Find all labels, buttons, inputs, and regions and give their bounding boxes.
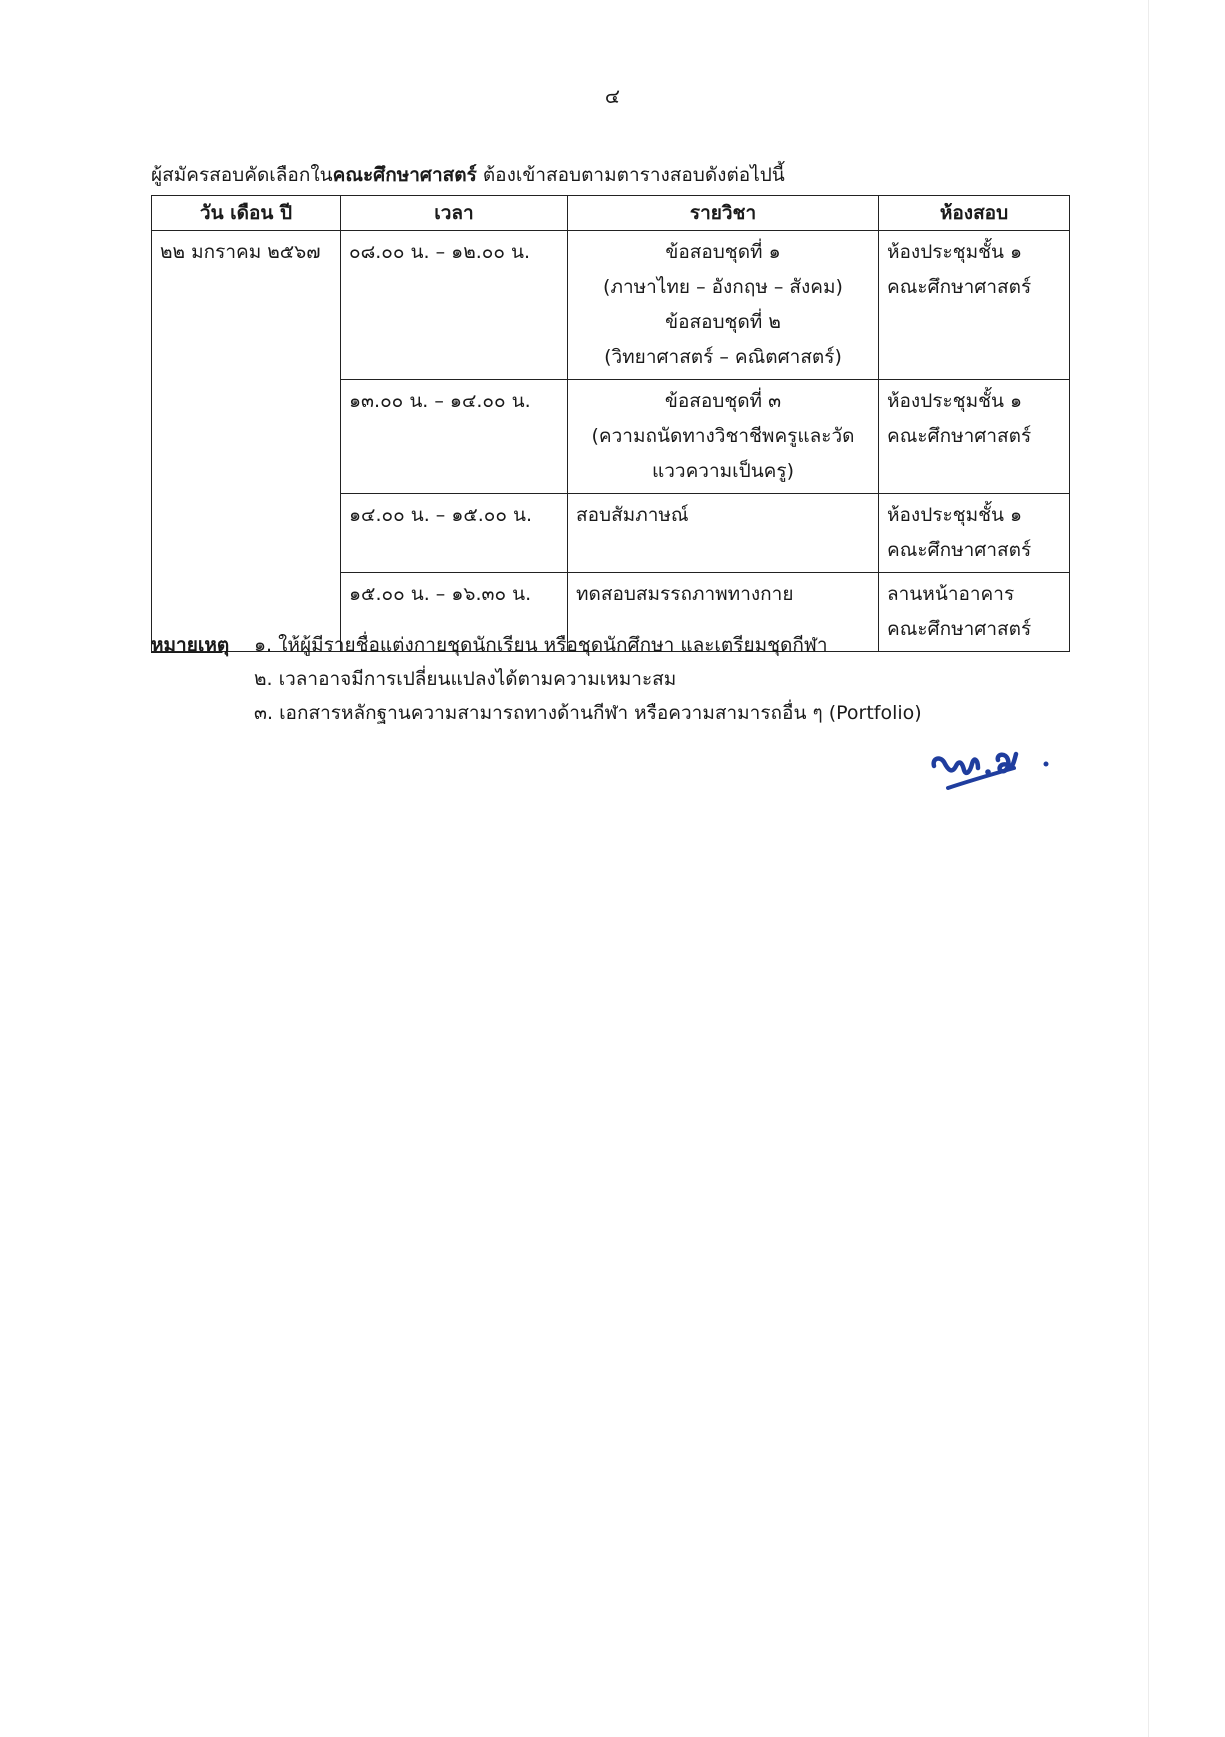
room-cell [879, 494, 1070, 573]
notes-list [254, 628, 922, 730]
header-date: วัน เดือน ปี [152, 196, 341, 231]
scan-edge-line [1148, 0, 1149, 1737]
note-item: ๒. เวลาอาจมีการเปลี่ยนแปลงได้ตามความเหมาะสม [254, 668, 677, 690]
time-text: ๑๓.๐๐ น. – ๑๔.๐๐ น. [349, 390, 531, 412]
trailing-dot [1044, 762, 1049, 767]
subject-line: (ความถนัดทางวิชาชีพครูและวัด [591, 425, 855, 447]
note-item: ๓. เอกสารหลักฐานความสามารถทางด้านกีฬา หรือความสามารถอื่น ๆ (Portfolio) [254, 702, 922, 724]
subject-cell [568, 231, 879, 380]
room-line: คณะศึกษาศาสตร์ [887, 425, 1032, 447]
room-line: คณะศึกษาศาสตร์ [887, 539, 1032, 561]
table-header-row [152, 196, 1070, 231]
time-cell [341, 231, 568, 380]
room-line: ห้องประชุมชั้น ๑ [887, 241, 1023, 263]
header-room: ห้องสอบ [879, 196, 1070, 231]
room-cell [879, 231, 1070, 380]
time-cell [341, 380, 568, 494]
subject-cell [568, 380, 879, 494]
subject-line: (วิทยาศาสตร์ – คณิตศาสตร์) [604, 346, 842, 368]
time-cell [341, 494, 568, 573]
intro-suffix: ต้องเข้าสอบตามตารางสอบดังต่อไปนี้ [476, 164, 785, 186]
room-line: ลานหน้าอาคาร [887, 583, 1015, 605]
time-text: ๑๔.๐๐ น. – ๑๕.๐๐ น. [349, 504, 533, 526]
page-number: ๔ [604, 84, 621, 108]
room-line: ห้องประชุมชั้น ๑ [887, 390, 1023, 412]
subject-line: ข้อสอบชุดที่ ๑ [665, 241, 781, 263]
room-cell [879, 380, 1070, 494]
subject-line: ข้อสอบชุดที่ ๒ [665, 311, 781, 333]
time-text: ๑๕.๐๐ น. – ๑๖.๓๐ น. [349, 583, 532, 605]
header-subject: รายวิชา [568, 196, 879, 231]
intro-faculty: คณะศึกษาศาสตร์ [332, 164, 477, 186]
notes-label: หมายเหตุ [151, 634, 230, 656]
room-line: คณะศึกษาศาสตร์ [887, 276, 1032, 298]
initials-strokes [934, 754, 1016, 788]
subject-line: สอบสัมภาษณ์ [576, 504, 689, 526]
room-line: ห้องประชุมชั้น ๑ [887, 504, 1023, 526]
underline-stroke [948, 768, 1014, 788]
exam-schedule-table [151, 195, 1070, 652]
handwritten-initials-signature [926, 738, 1056, 798]
initial-stroke [934, 759, 978, 773]
subject-line: แววความเป็นครู) [651, 460, 795, 482]
exam-date: ๒๒ มกราคม ๒๕๖๗ [160, 241, 321, 263]
header-time: เวลา [341, 196, 568, 231]
room-line: คณะศึกษาศาสตร์ [887, 618, 1032, 640]
subject-line: ข้อสอบชุดที่ ๓ [664, 390, 782, 412]
intro-text [151, 160, 785, 190]
subject-line: ทดสอบสมรรถภาพทางกาย [576, 583, 794, 605]
note-item: ๑. ให้ผู้มีรายชื่อแต่งกายชุดนักเรียน หรือชุดนักศึกษา และเตรียมชุดกีฬา [254, 634, 828, 656]
subject-cell [568, 494, 879, 573]
subject-line: (ภาษาไทย – อังกฤษ – สังคม) [603, 276, 843, 298]
exam-date-cell [152, 231, 341, 652]
time-text: ๐๘.๐๐ น. – ๑๒.๐๐ น. [349, 241, 531, 263]
intro-prefix: ผู้สมัครสอบคัดเลือกใน [151, 164, 333, 186]
table-row [152, 231, 1070, 380]
